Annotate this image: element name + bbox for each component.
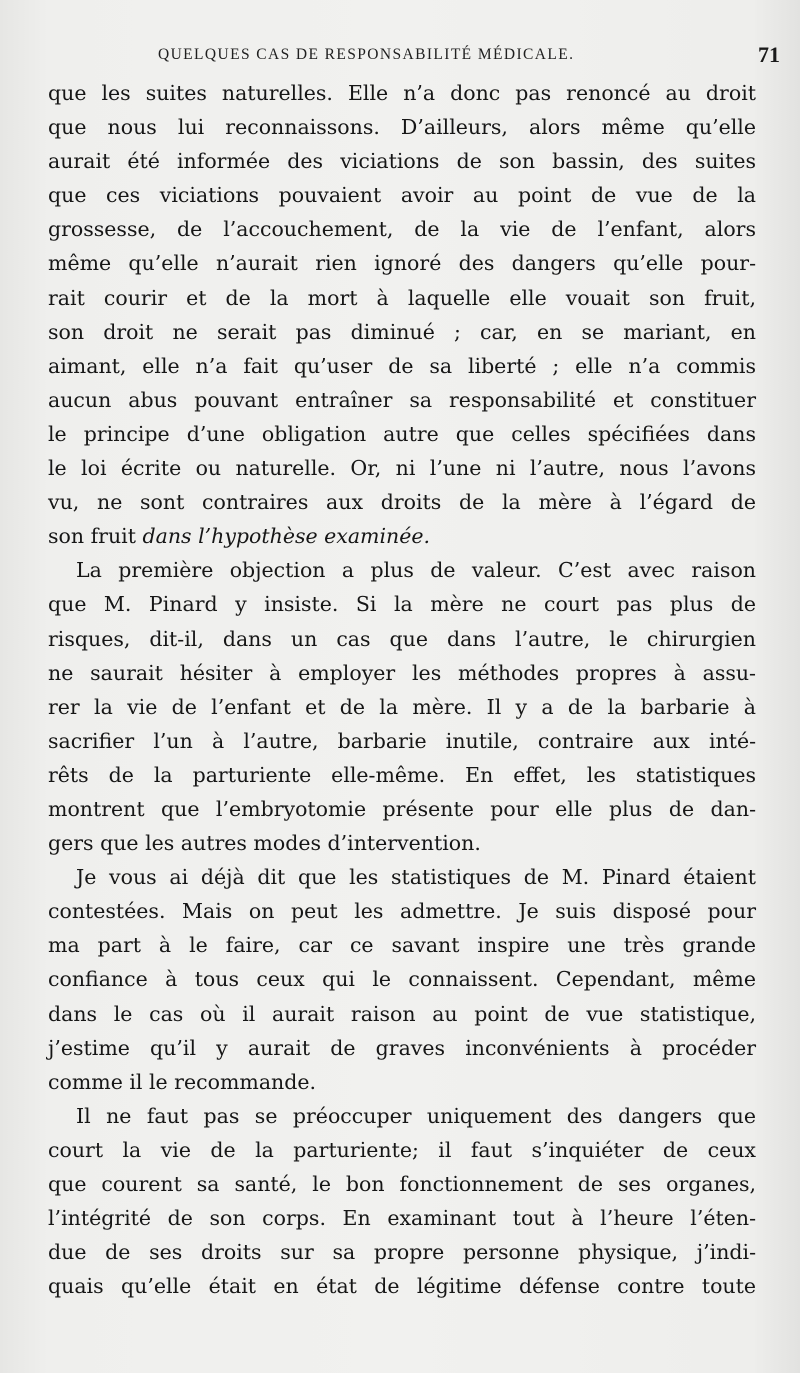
- text-line: aucun abus pouvant entraîner sa responsabilité et constituer: [48, 387, 756, 412]
- text-line: quais qu’elle était en état de légitime défense contre toute: [48, 1274, 756, 1299]
- text-line: Il ne faut pas se préoccuper uniquement des dangers que: [76, 1103, 756, 1128]
- text-line: risques, dit-il, dans un cas que dans l’autre, le chirurgien: [48, 626, 756, 651]
- text-line: ne saurait hésiter à employer les méthodes propres à assu-: [48, 660, 756, 685]
- text-line: même qu’elle n’aurait rien ignoré des dangers qu’elle pour-: [48, 251, 756, 276]
- paragraph-2: [48, 553, 756, 860]
- text-line: rêts de la parturiente elle-même. En effet, les statistiques: [48, 762, 756, 787]
- text-line: aimant, elle n’a fait qu’user de sa liberté ; elle n’a commis: [48, 353, 756, 378]
- text-line: que nous lui reconnaissons. D’ailleurs, alors même qu’elle: [48, 115, 756, 140]
- text-line: dans le cas où il aurait raison au point de vue statistique,: [48, 1001, 756, 1026]
- text-run: son fruit: [48, 524, 143, 549]
- text-line: due de ses droits sur sa propre personne physique, j’indi-: [48, 1240, 756, 1265]
- text-line: le principe d’une obligation autre que celles spécifiées dans: [48, 421, 756, 446]
- text-line: rait courir et de la mort à laquelle elle vouait son fruit,: [48, 285, 756, 310]
- text-line: que M. Pinard y insiste. Si la mère ne court pas plus de: [48, 592, 756, 617]
- paragraph-1: [48, 76, 756, 553]
- text-line: confiance à tous ceux qui le connaissent. Cependant, même: [48, 967, 756, 992]
- text-line: gers que les autres modes d’intervention.: [48, 831, 481, 856]
- text-line: montrent que l’embryotomie présente pour elle plus de dan-: [48, 796, 756, 821]
- text-line: ma part à le faire, car ce savant inspire une très grande: [48, 933, 756, 958]
- text-line: comme il le recommande.: [48, 1069, 317, 1094]
- text-line: rer la vie de l’enfant et de la mère. Il y a de la barbarie à: [48, 694, 756, 719]
- text-line: son droit ne serait pas diminué ; car, en se mariant, en: [48, 319, 756, 344]
- text-line: La première objection a plus de valeur. C’est avec raison: [76, 558, 756, 583]
- paragraph-3: [48, 860, 756, 1099]
- body-text: [48, 76, 756, 1303]
- text-line: que les suites naturelles. Elle n’a donc pas renoncé au droit: [48, 81, 756, 105]
- text-line: contestées. Mais on peut les admettre. Je suis disposé pour: [48, 899, 756, 924]
- text-line: sacrifier l’un à l’autre, barbarie inutile, contraire aux inté-: [48, 728, 756, 753]
- page-number: 71: [758, 42, 780, 67]
- text-line: court la vie de la parturiente; il faut s’inquiéter de ceux: [48, 1137, 756, 1162]
- running-title: QUELQUES CAS DE RESPONSABILITÉ MÉDICALE.: [158, 46, 575, 63]
- italic-phrase: dans l’hypothèse examinée.: [142, 524, 431, 549]
- text-line: j’estime qu’il y aurait de graves inconvénients à procéder: [48, 1035, 756, 1060]
- text-line: aurait été informée des viciations de son bassin, des suites: [48, 149, 756, 174]
- page-header: [158, 42, 780, 72]
- text-line: l’intégrité de son corps. En examinant tout à l’heure l’éten-: [48, 1206, 756, 1231]
- text-line: que ces viciations pouvaient avoir au point de vue de la: [48, 183, 756, 208]
- text-line: [48, 519, 756, 553]
- text-line: grossesse, de l’accouchement, de la vie de l’enfant, alors: [48, 217, 756, 242]
- text-line: que courent sa santé, le bon fonctionnement de ses organes,: [48, 1172, 756, 1196]
- text-line: Je vous ai déjà dit que les statistiques de M. Pinard étaient: [76, 865, 756, 890]
- text-line: le loi écrite ou naturelle. Or, ni l’une ni l’autre, nous l’avons: [48, 456, 756, 481]
- text-line: vu, ne sont contraires aux droits de la mère à l’égard de: [48, 490, 756, 515]
- paragraph-4: [48, 1099, 756, 1304]
